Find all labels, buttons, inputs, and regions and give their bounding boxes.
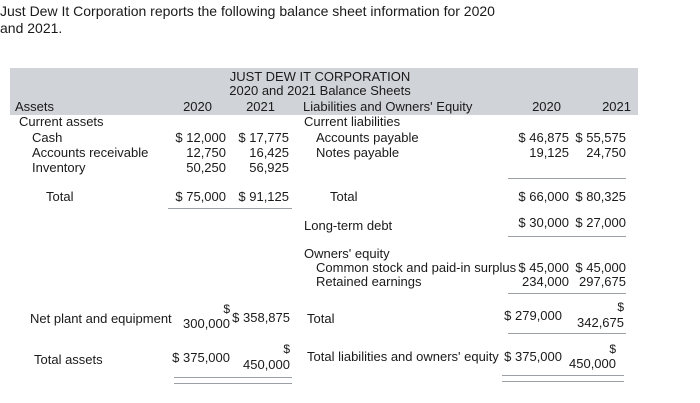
current-assets-heading: Current assets xyxy=(19,114,104,129)
liability-row-2020: 19,125 xyxy=(529,145,569,160)
total-assets-2021-symbol: $ xyxy=(283,342,290,356)
asset-row-2020: $ 12,000 xyxy=(175,130,226,145)
current-assets-total-2020: $ 75,000 xyxy=(175,189,226,204)
asset-row-2021: 16,425 xyxy=(249,145,289,160)
current-liabilities-total-2021: $ 80,325 xyxy=(575,189,626,204)
assets-heading: Assets xyxy=(15,99,55,114)
double-rule-top xyxy=(174,377,292,378)
asset-row-label: Accounts receivable xyxy=(32,145,149,160)
assets-year-2020: 2020 xyxy=(183,99,212,114)
subtotal-rule xyxy=(508,178,626,179)
equity-total-rule xyxy=(508,333,626,334)
grand-total-label: Total liabilities and owners' equity xyxy=(307,349,499,364)
owners-equity-heading: Owners' equity xyxy=(304,246,390,261)
problem-statement: Just Dew It Corporation reports the following balance sheet information for 2020 and 2021. xyxy=(0,3,495,36)
asset-row-2021: 56,925 xyxy=(249,160,289,175)
current-assets-total-label: Total xyxy=(46,189,74,204)
sheet-subtitle: 2020 and 2021 Balance Sheets xyxy=(229,83,411,98)
common-stock-label: Common stock and paid-in surplus xyxy=(316,260,517,275)
long-term-debt-2021: $ 27,000 xyxy=(575,215,626,230)
liability-row-label: Accounts payable xyxy=(316,130,419,145)
asset-row-label: Inventory xyxy=(32,160,86,175)
common-stock-2021: $ 45,000 xyxy=(575,260,626,275)
liab-year-2021: 2021 xyxy=(602,99,631,114)
asset-row-label: Cash xyxy=(32,130,63,145)
current-assets-total-2021: $ 91,125 xyxy=(238,189,289,204)
current-liabilities-heading: Current liabilities xyxy=(304,114,401,129)
total-assets-label: Total assets xyxy=(34,352,103,367)
liability-row-2021: $ 55,575 xyxy=(575,130,626,145)
asset-row-2020: 50,250 xyxy=(186,160,226,175)
current-liabilities-total-2020: $ 66,000 xyxy=(518,189,569,204)
grand-total-2021: 450,000 xyxy=(569,356,616,371)
retained-earnings-2021: 297,675 xyxy=(579,274,626,289)
current-liabilities-total-label: Total xyxy=(330,189,358,204)
equity-rule xyxy=(508,293,626,294)
total-assets-2020: $ 375,000 xyxy=(172,350,230,365)
net-plant-2020-symbol: $ xyxy=(223,302,230,316)
long-term-debt-label: Long-term debt xyxy=(304,218,393,233)
liability-row-label: Notes payable xyxy=(316,145,400,160)
liab-year-2020: 2020 xyxy=(532,99,561,114)
total-assets-2021: 450,000 xyxy=(243,357,290,372)
net-plant-2020: 300,000 xyxy=(183,316,230,331)
grand-total-2020: $ 375,000 xyxy=(504,349,562,364)
equity-total-2020: $ 279,000 xyxy=(504,308,562,323)
double-rule-bottom xyxy=(502,381,624,382)
company-title: JUST DEW IT CORPORATION xyxy=(229,69,411,84)
asset-row-2020: 12,750 xyxy=(186,145,226,160)
retained-earnings-label: Retained earnings xyxy=(316,274,422,289)
net-plant-2021: $ 358,875 xyxy=(232,310,290,325)
liability-row-2020: $ 46,875 xyxy=(518,130,569,145)
net-plant-label: Net plant and equipment xyxy=(30,311,172,326)
grand-total-2021-symbol: $ xyxy=(609,342,616,356)
long-term-debt-2020: $ 30,000 xyxy=(518,215,569,230)
equity-total-2021-symbol: $ xyxy=(617,300,624,314)
double-rule-bottom xyxy=(174,383,292,384)
equity-total-label: Total xyxy=(307,311,335,326)
asset-row-2021: $ 17,775 xyxy=(238,130,289,145)
debt-rule xyxy=(508,236,626,237)
double-rule-top xyxy=(502,375,624,376)
equity-total-2021: 342,675 xyxy=(577,315,624,330)
retained-earnings-2020: 234,000 xyxy=(522,274,569,289)
liability-row-2021: 24,750 xyxy=(586,145,626,160)
liabilities-heading: Liabilities and Owners' Equity xyxy=(303,99,473,114)
assets-year-2021: 2021 xyxy=(246,99,275,114)
common-stock-2020: $ 45,000 xyxy=(518,260,569,275)
total-rule xyxy=(168,208,292,209)
